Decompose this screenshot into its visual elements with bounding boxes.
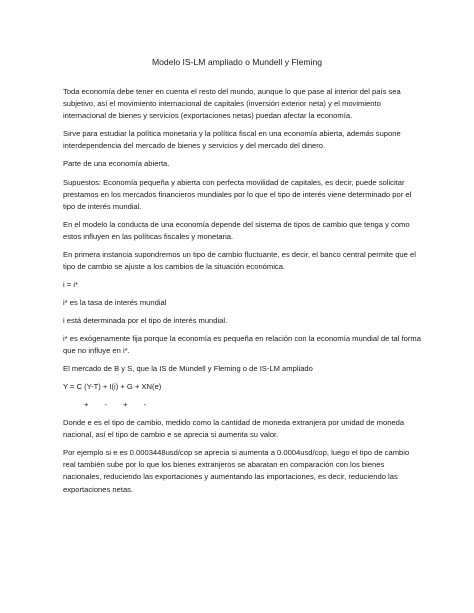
document-title: Modelo IS-LM ampliado o Mundell y Fleming: [151, 57, 323, 67]
equation-signs: + - + -: [84, 400, 147, 409]
paragraph-intro: Toda economía debe tener en cuenta el resto del mundo, aunque lo que pase al interior del país sea subjetivo, así el movimiento internacional de capitales (inversión exterior neta) y el movimiento internacional de bienes y servicios (exportaciones netas) puedan afectar la economía.: [63, 87, 401, 121]
paragraph-determined-rate: i está determinada por el tipo de interés mundial.: [63, 316, 228, 325]
paragraph-assumptions: Supuestos: Economía pequeña y abierta con perfecta movilidad de capitales, es decir, puede solicitar prestamos en los mercados financieros mundiales por lo que el tipo de interés viene determinado por el tipo de interés mundial.: [63, 178, 412, 212]
paragraph-open-economy: Parte de una economía abierta.: [63, 159, 170, 168]
paragraph-exogenous-rate: i* es exógenamente fija porque la economía es pequeña en relación con la economía mundial de tal forma que no influye en i*.: [63, 334, 421, 356]
paragraph-goods-market: El mercado de B y S, que la IS de Mundell y Fleming o de IS-LM ampliado: [63, 364, 313, 373]
paragraph-example: Por ejemplo si e es 0.0003448usd/cop se aprecia si aumenta a 0.0004usd/cop, luego el tipo de cambio real también sube por lo que los bienes extranjeros se abaratan en comparación con los bienes nacionales, reduciendo las exportaciones y aumentando las importaciones, es decir, reduciendo las exportaciones netas.: [63, 448, 410, 494]
paragraph-floating-rate: En primera instancia supondremos un tipo de cambio fluctuante, es decir, el banco central permite que el tipo de cambio se ajuste a los cambios de la situación económica.: [63, 250, 416, 272]
paragraph-world-rate: i* es la tasa de interés mundial: [63, 298, 167, 307]
paragraph-exchange-definition: Donde e es el tipo de cambio, medido como la cantidad de moneda extranjera por unidad de moneda nacional, así el tipo de cambio e se aprecia si aumenta su valor.: [63, 418, 405, 440]
equation-interest-parity: i = i*: [63, 280, 78, 289]
paragraph-exchange-system: En el modelo la conducta de una economía depende del sistema de tipos de cambio que tenga y como estos influyen en las políticas fiscales y monetaria.: [63, 220, 410, 242]
paragraph-purpose: Sirve para estudiar la política monetaria y la política fiscal en una economía abierta, además supone interdependencia del mercado de bienes y servicios y del mercado del dinero.: [63, 129, 401, 151]
equation-is-curve: Y = C (Y-T) + I(i) + G + XN(e): [63, 382, 162, 391]
